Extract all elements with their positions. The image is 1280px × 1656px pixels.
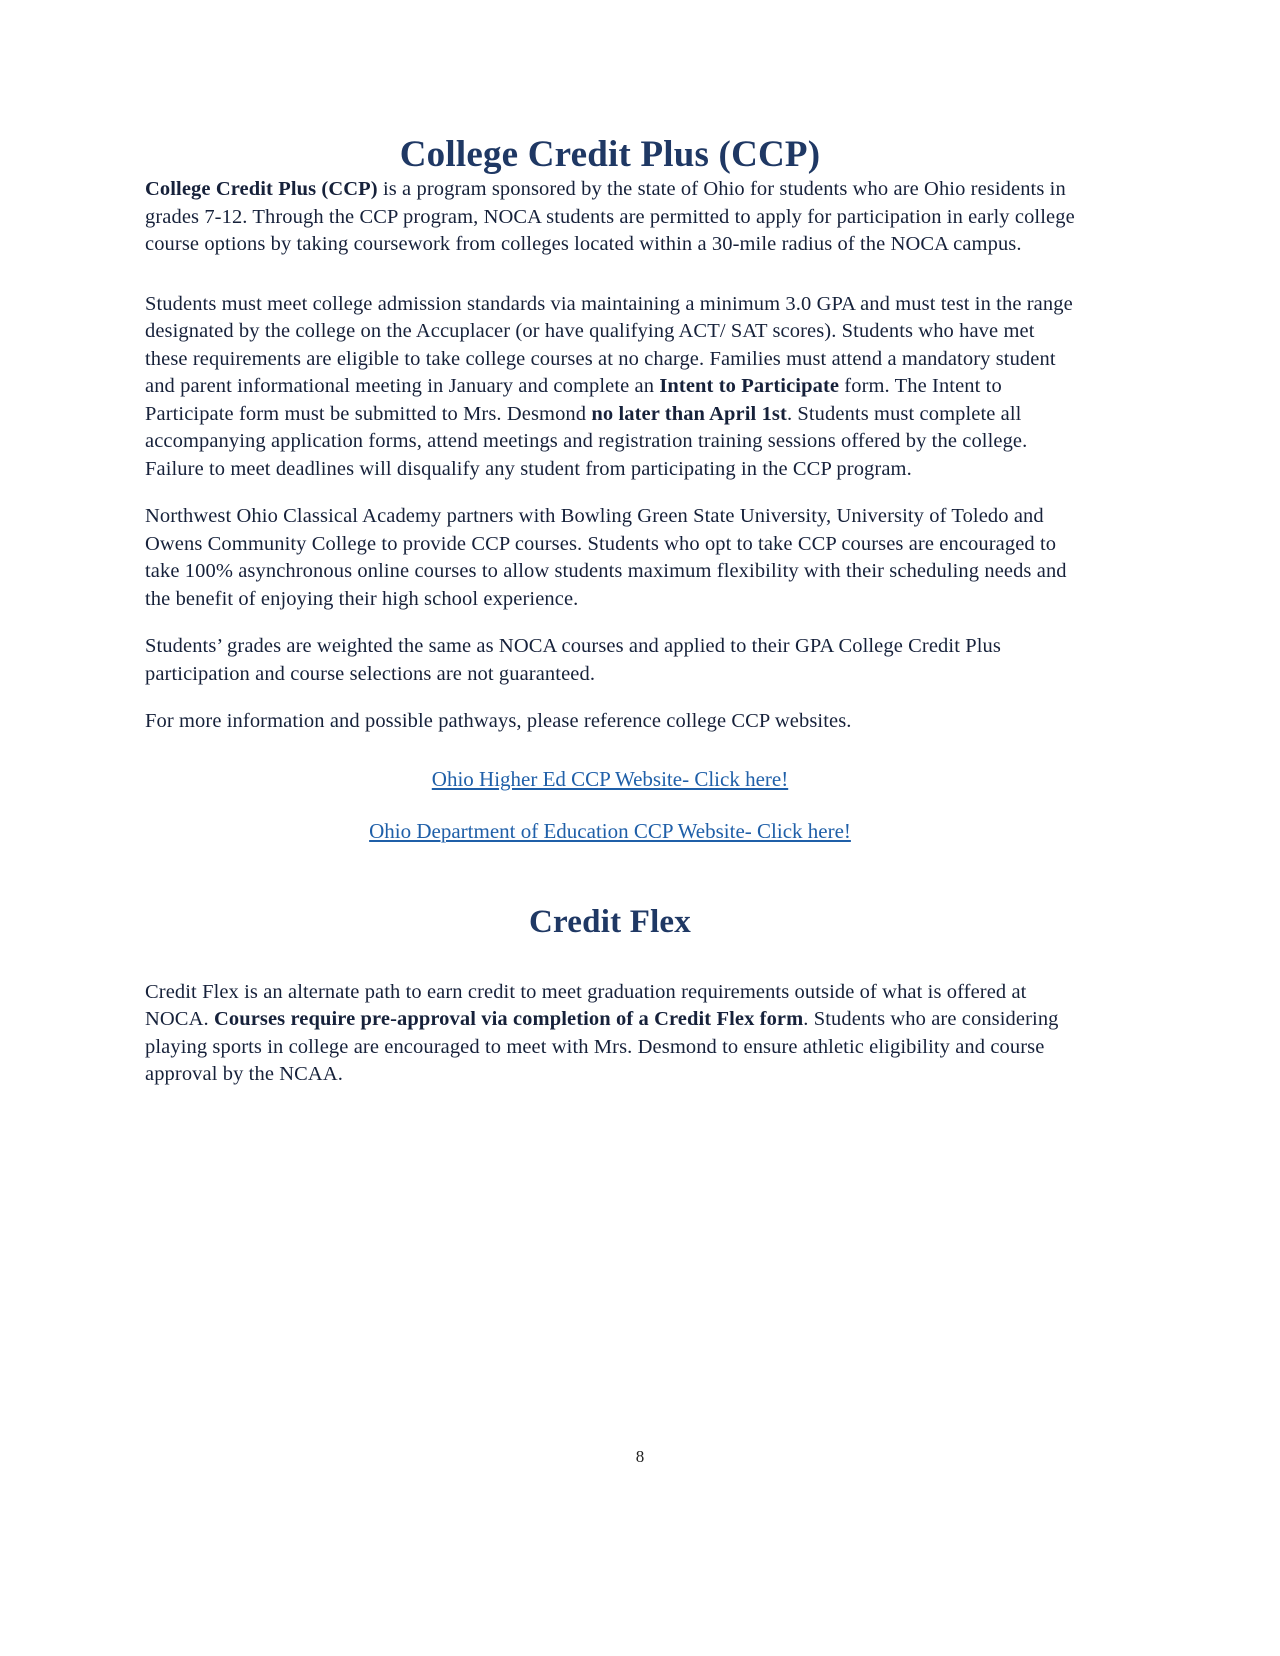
page-number: 8 — [635, 1447, 645, 1466]
intent-to-participate-bold: Intent to Participate — [659, 375, 840, 397]
paragraph-ccp-requirements-e: . Students must complete all accompanying application forms, attend meetings and registration training sessions offered by the college. Failure to meet deadlines will disqualify any student from participating in the CCP program. — [145, 402, 1028, 480]
paragraph-ccp-requirements-c: form. The Intent to Participate form must be submitted to Mrs. Desmond — [145, 375, 1002, 425]
document-content — [145, 0, 1075, 1089]
paragraph-ccp-more-info: For more information and possible pathways, please reference college CCP websites. — [145, 710, 852, 732]
section-title-credit-flex: Credit Flex — [529, 903, 691, 940]
paragraph-ccp-requirements — [145, 291, 1075, 484]
link-row-ohio-higher-ed — [145, 764, 1075, 794]
paragraph-ccp-intro — [145, 176, 1075, 259]
paragraph-ccp-partners: Northwest Ohio Classical Academy partners with Bowling Green State University, University of Toledo and Owens Community College to provide CCP courses. Students who opt to take CCP courses are encouraged to take 100% asynchronous online courses to allow students maximum flexibility with their scheduling needs and the benefit of enjoying their high school experience. — [145, 505, 1067, 610]
paragraph-ccp-intro-lead: College Credit Plus (CCP) — [145, 178, 378, 200]
ccp-links — [145, 764, 1075, 846]
paragraph-ccp-requirements-a: Students must meet college admission standards via maintaining a minimum 3.0 GPA and must test in the range designated by the college on the Accuplacer (or have qualifying ACT/ SAT scores). Students who have met these requirements are eligible to take college courses at no charge. Families must attend a mandatory student and parent informational meeting in January and complete an — [145, 292, 1073, 397]
paragraph-ccp-grades: Students’ grades are weighted the same as NOCA courses and applied to their GPA College Credit Plus participation and course selections are not guaranteed. — [145, 635, 1001, 685]
link-ohio-dept-education-ccp[interactable]: Ohio Department of Education CCP Website- Click here! — [369, 818, 851, 843]
paragraph-ccp-intro-rest: is a program sponsored by the state of Ohio for students who are Ohio residents in grades 7-12. Through the CCP program, NOCA students are permitted to apply for participation in early college course options by taking coursework from colleges located within a 30-mile radius of the NOCA campus. — [145, 178, 1075, 255]
paragraph-credit-flex — [145, 979, 1075, 1089]
paragraph-credit-flex-c: . Students who are considering playing sports in college are encouraged to meet with Mrs. Desmond to ensure athletic eligibility and course approval by the NCAA. — [145, 1008, 1059, 1085]
credit-flex-preapproval-bold: Courses require pre-approval via completion of a Credit Flex form — [213, 1008, 804, 1030]
page-title: College Credit Plus (CCP) — [399, 134, 821, 175]
paragraph-credit-flex-a: Credit Flex is an alternate path to earn credit to meet graduation requirements outside of what is offered at NOCA. — [145, 980, 1027, 1030]
link-ohio-higher-ed-ccp[interactable]: Ohio Higher Ed CCP Website- Click here! — [431, 766, 789, 791]
link-row-ohio-dept-education — [145, 816, 1075, 846]
april-1st-deadline-bold: no later than April 1st — [591, 402, 787, 425]
